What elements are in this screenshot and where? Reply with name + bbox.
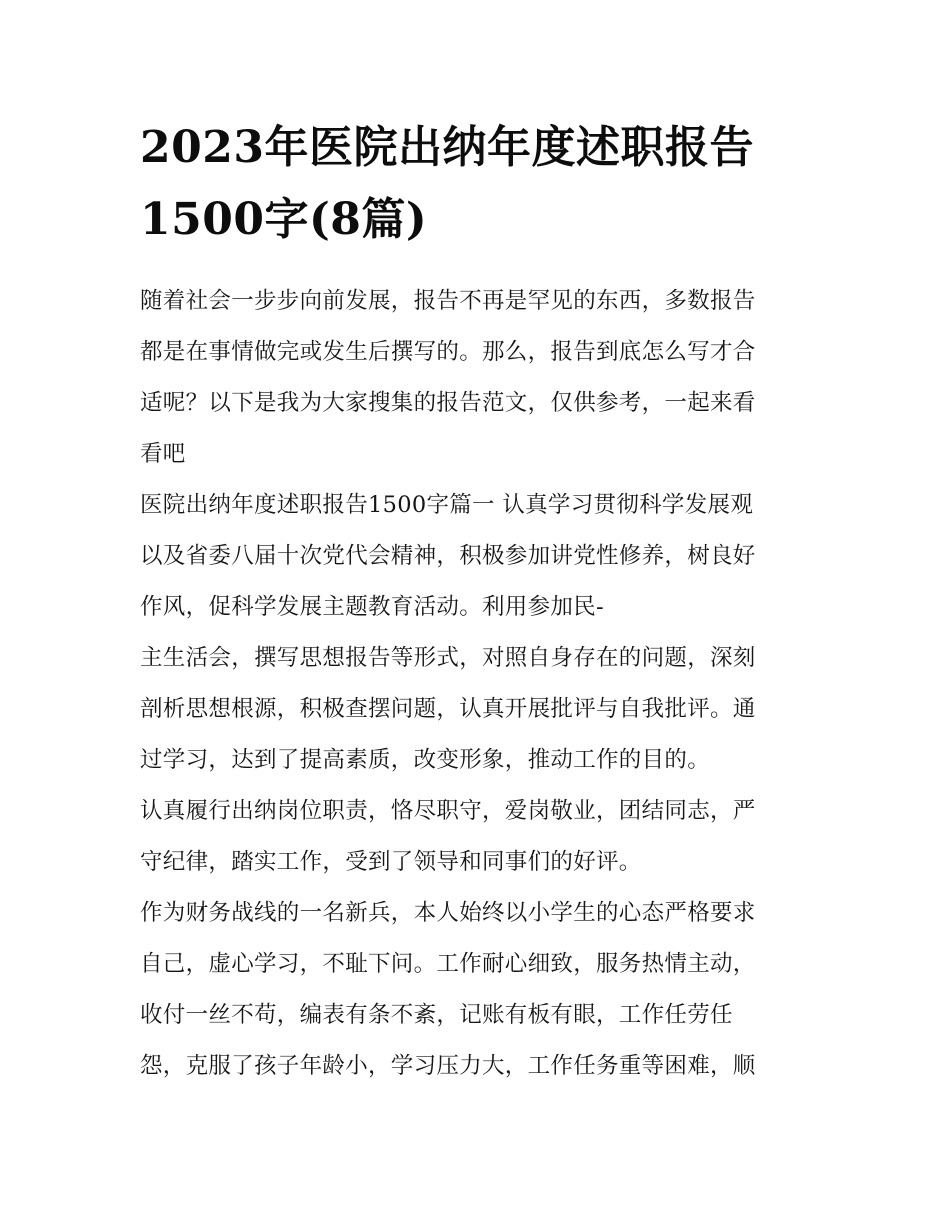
body-line: 剖析思想根源，积极查摆问题，认真开展批评与自我批评。通 xyxy=(140,696,756,722)
body-line: 怨，克服了孩子年龄小，学习压力大，工作任务重等困难，顺 xyxy=(140,1053,756,1079)
body-line: 自己，虚心学习，不耻下问。工作耐心细致，服务热情主动， xyxy=(140,951,756,977)
document-body xyxy=(140,278,820,1094)
body-line: 收付一丝不苟，编表有条不紊，记账有板有眼，工作任劳任 xyxy=(140,1002,733,1028)
body-line: 作为财务战线的一名新兵，本人始终以小学生的心态严格要求 xyxy=(140,900,756,926)
body-line: 认真履行出纳岗位职责，恪尽职守，爱岗敬业，团结同志，严 xyxy=(140,798,756,824)
body-line: 以及省委八届十次党代会精神，积极参加讲党性修养，树良好 xyxy=(140,543,756,569)
body-line: 都是在事情做完或发生后撰写的。那么，报告到底怎么写才合 xyxy=(140,339,756,365)
body-line: 随着社会一步步向前发展，报告不再是罕见的东西，多数报告 xyxy=(140,288,756,314)
body-line: 过学习，达到了提高素质，改变形象，推动工作的目的。 xyxy=(140,747,711,773)
body-line: 医院出纳年度述职报告1500字篇一 认真学习贯彻科学发展观 xyxy=(140,492,754,518)
body-line: 守纪律，踏实工作，受到了领导和同事们的好评。 xyxy=(140,849,642,875)
body-line: 看吧 xyxy=(140,441,186,467)
body-line: 适呢？以下是我为大家搜集的报告范文，仅供参考，一起来看 xyxy=(140,390,756,416)
body-line: 作风，促科学发展主题教育活动。利用参加民- xyxy=(140,594,604,620)
document-title: 2023年医院出纳年度述职报告1500字(8篇) xyxy=(140,122,754,245)
body-line: 主生活会，撰写思想报告等形式，对照自身存在的问题，深刻 xyxy=(140,645,756,671)
